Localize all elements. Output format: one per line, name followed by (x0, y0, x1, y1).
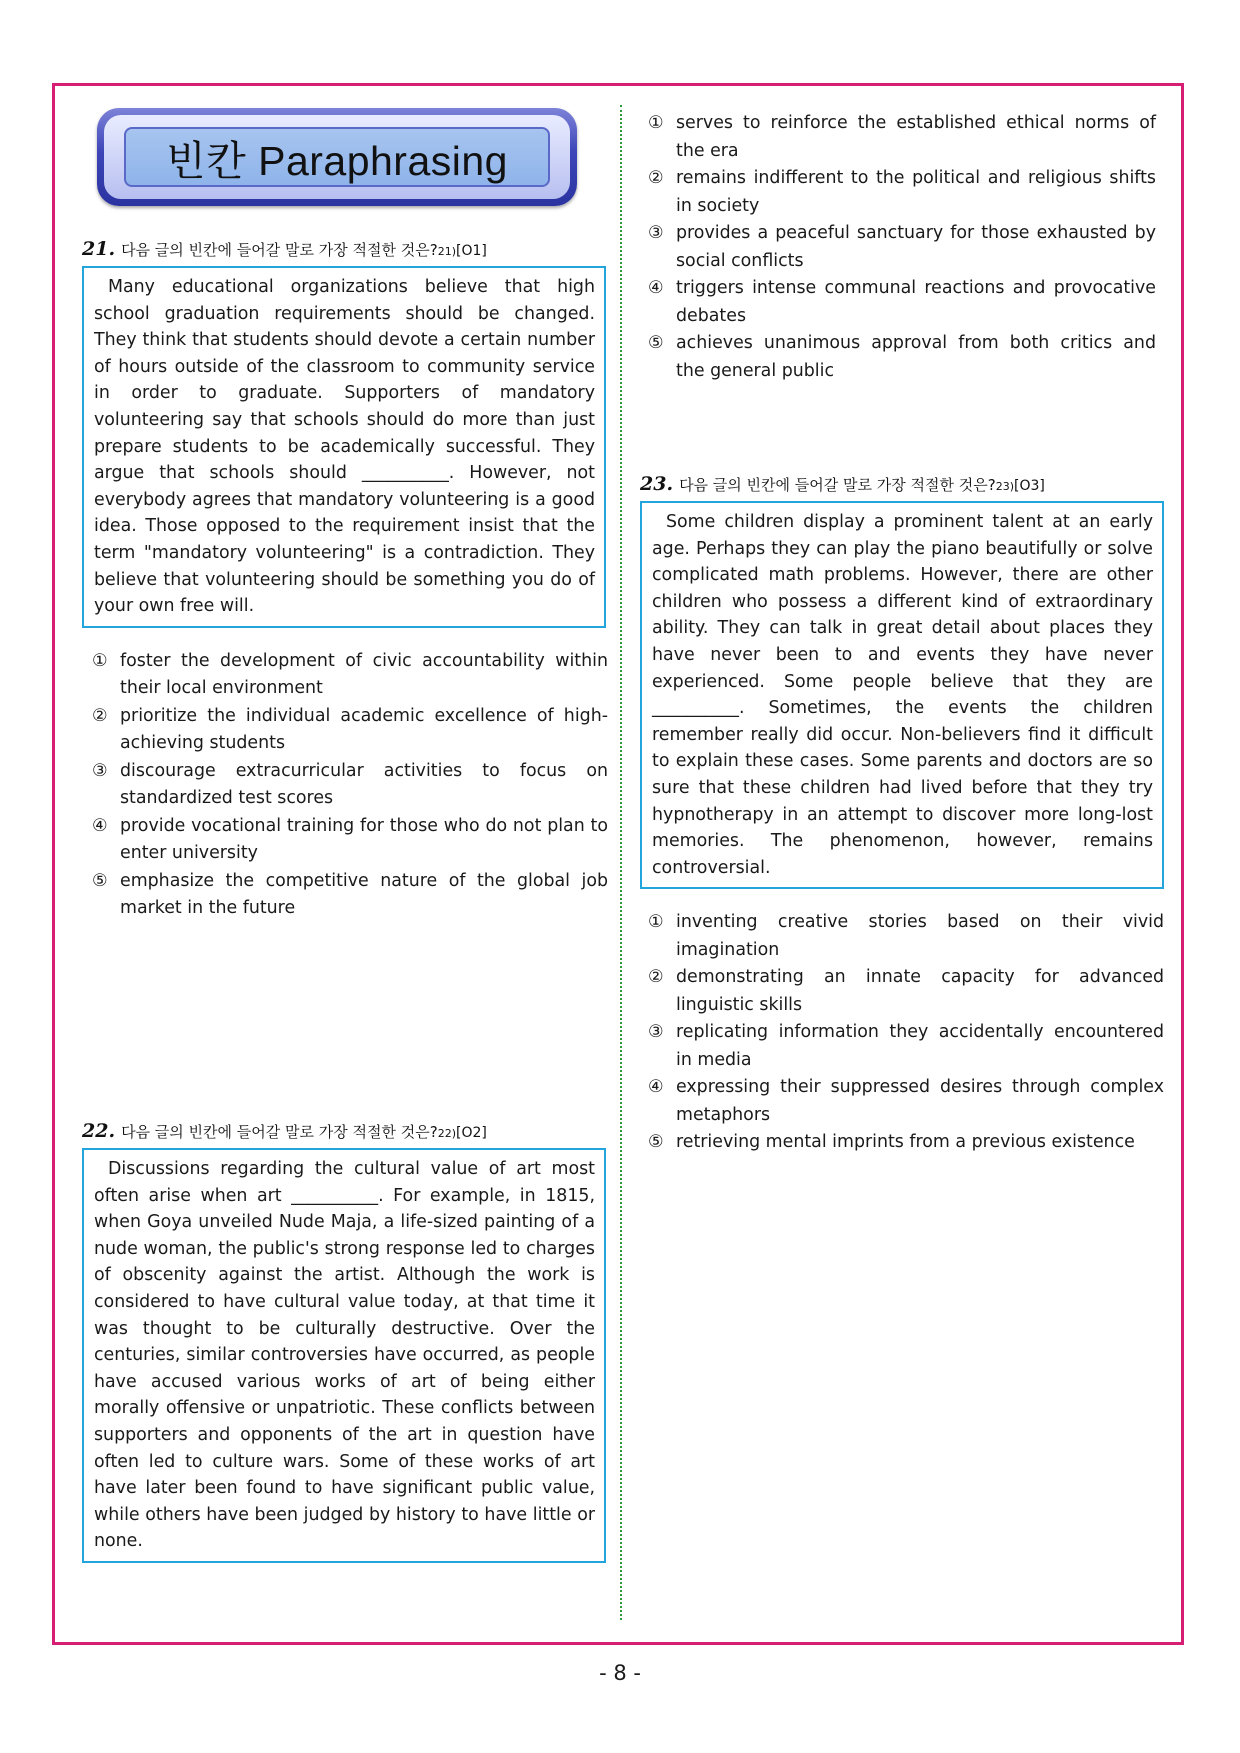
passage-box (82, 1148, 606, 1563)
choice-item[interactable]: ① inventing creative stories based on their vivid imagination (648, 912, 1164, 960)
choice-item[interactable]: ⑤ achieves unanimous approval from both critics and the general public (648, 333, 1156, 381)
footnote-ref: 23) (995, 480, 1015, 493)
choice-item[interactable]: ① serves to reinforce the established ethical norms of the era (648, 113, 1156, 161)
question-prompt: 다음 글의 빈칸에 들어갈 말로 가장 적절한 것은? (121, 1123, 438, 1141)
question-21 (82, 238, 608, 923)
question-22 (82, 1120, 608, 1563)
choice-item[interactable]: ③ replicating information they accidentally encountered in media (648, 1022, 1164, 1070)
choice-item[interactable]: ④ expressing their suppressed desires through complex metaphors (648, 1077, 1164, 1125)
question-number: 22. (82, 1120, 116, 1142)
choice-item[interactable]: ④ provide vocational training for those who do not plan to enter university (92, 815, 608, 864)
choice-item[interactable]: ② prioritize the individual academic excellence of high-achieving students (92, 705, 608, 754)
column-divider (620, 105, 622, 1620)
choice-item[interactable]: ⑤ emphasize the competitive nature of the global job market in the future (92, 870, 608, 919)
page-number: - 8 - (599, 1661, 641, 1685)
question-tag: [O2] (456, 1125, 487, 1141)
choice-item[interactable]: ④ triggers intense communal reactions and provocative debates (648, 278, 1156, 326)
passage-text: Discussions regarding the cultural value of art most often arise when art __________. For example, in 1815, when Goya unveiled Nude Maja, a life-sized painting of a nude woman, the public's strong response led to charges of obscenity against the artist. Although the work is considered to have cultural value today, at that time it was thought to be culturally destructive. Over the centuries, similar controversies have occurred, as people have accused various works of art of being either morally offensive or unpatriotic. These conflicts between supporters and opponents of the art in question have often led to culture wars. Some of these works of art have later been found to have significant public value, while others have been judged by history to have little or none. (94, 1159, 595, 1552)
question-23 (640, 473, 1164, 1157)
question-header (82, 1120, 608, 1142)
passage-text: Some children display a prominent talent at an early age. Perhaps they can play the piano beautifully or solve complicated math problems. However, there are other children who possess a different kind of extraordinary ability. They can talk in great detail about places they have never been to and events they have never experienced. Some people believe that they are __________. Sometimes, the events the children remember really did occur. Non-believers find it difficult to explain these cases. Some parents and doctors are so sure that these children had lived before that they try hypnotherapy in an attempt to discover more long-lost memories. The phenomenon, however, remains controversial. (652, 512, 1153, 878)
question-prompt: 다음 글의 빈칸에 들어갈 말로 가장 적절한 것은? (679, 476, 996, 494)
question-tag: [O3] (1014, 478, 1045, 494)
question-number: 23. (640, 473, 674, 495)
question-number: 21. (82, 238, 116, 260)
section-title: 빈칸 Paraphrasing (166, 137, 508, 184)
choice-item[interactable]: ② remains indifferent to the political and religious shifts in society (648, 168, 1156, 216)
passage-box (82, 266, 606, 628)
choice-list (640, 909, 1164, 1157)
section-title-banner (97, 108, 577, 206)
question-header (82, 238, 608, 260)
passage-box (640, 501, 1164, 889)
footnote-ref: 22) (437, 1127, 457, 1140)
passage-text: Many educational organizations believe that high school graduation requirements should be changed. They think that students should devote a certain number of hours outside of the classroom to community service in order to graduate. Supporters of mandatory volunteering say that schools should do more than just prepare students to be academically successful. They argue that schools should __________. However, not everybody agrees that mandatory volunteering is a good idea. Those opposed to the requirement insist that the term "mandatory volunteering" is a contradiction. They believe that volunteering should be something you do of your own free will. (94, 277, 595, 617)
choice-item[interactable]: ③ provides a peaceful sanctuary for those exhausted by social conflicts (648, 223, 1156, 271)
choice-list (82, 648, 608, 923)
choice-item[interactable]: ③ discourage extracurricular activities to focus on standardized test scores (92, 760, 608, 809)
question-prompt: 다음 글의 빈칸에 들어갈 말로 가장 적절한 것은? (121, 241, 438, 259)
choice-item[interactable]: ⑤ retrieving mental imprints from a previous existence (648, 1132, 1135, 1153)
footnote-ref: 21) (437, 245, 457, 258)
choice-item[interactable]: ② demonstrating an innate capacity for advanced linguistic skills (648, 967, 1164, 1015)
question-tag: [O1] (456, 243, 487, 259)
question-header (640, 473, 1156, 495)
choice-list-22 (648, 110, 1156, 385)
choice-item[interactable]: ① foster the development of civic accountability within their local environment (92, 650, 608, 699)
